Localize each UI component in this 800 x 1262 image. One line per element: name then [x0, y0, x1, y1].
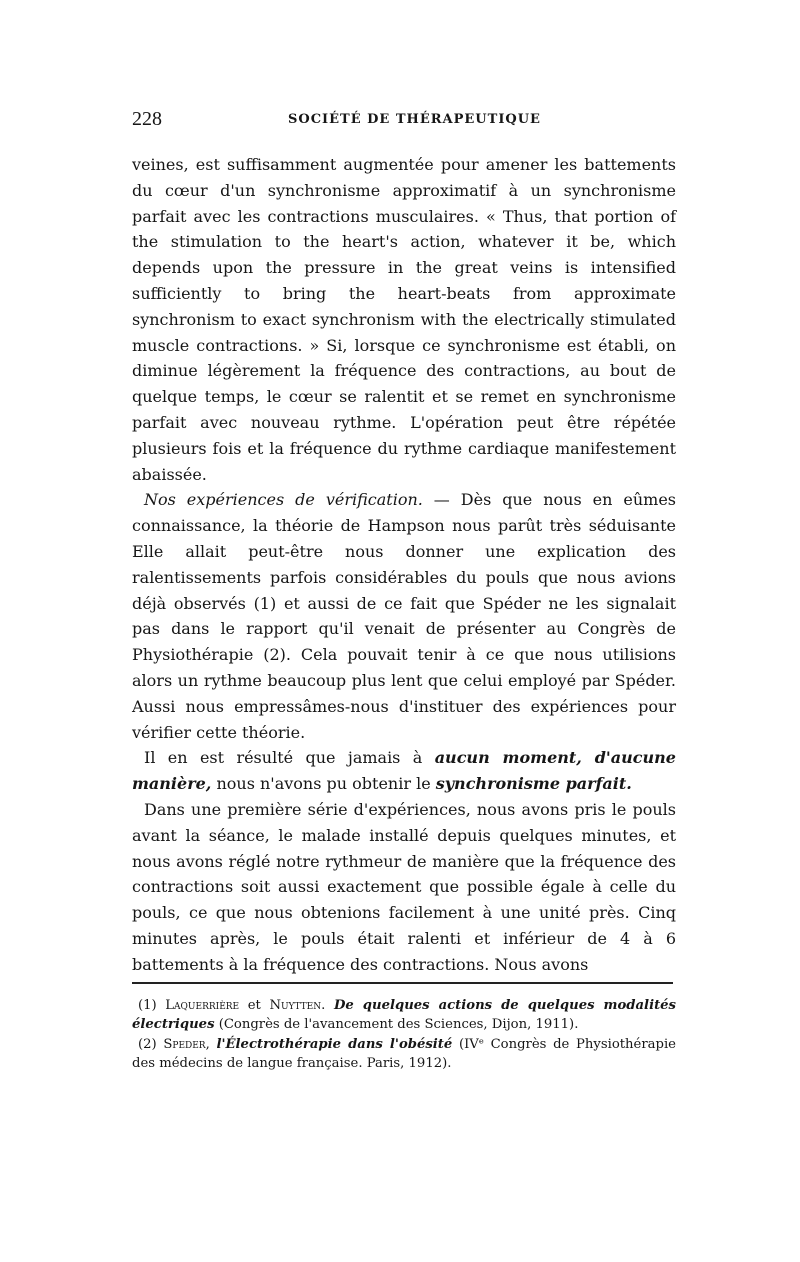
footnote-ref-2: (2): [263, 645, 286, 665]
paragraph-1: veines, est suffisamment augmentée pour amener les battements du cœur d'un synchronisme approximatif à un synchronisme parfait avec les contractions musculaires. « Thus, that portion of the stimulation to the heart's action, whatever it be, which depends upon the pressure in the great veins is intensified sufficiently to bring the heart-beats from approximate synchronism to exact synchronism with the electrically stimulated muscle contractions. » Si, lorsque ce synchronisme est établi, on diminue légèrement la fréquence des contractions, au bout de quelque temps, le cœur se ralentit et se remet en synchronisme parfait avec nouveau rythme. L'opération peut être répétée plusieurs fois et la fréquence du rythme cardiaque manifestement abaissée.: [132, 155, 676, 484]
paragraph-4: Dans une première série d'expériences, nous avons pris le pouls avant la séance, le malade installé depuis quelques minutes, et nous avons réglé notre rythmeur de manière que la fréquence des contractions soit aussi exactement que possible égale à celle du pouls, ce que nous obtenions facilement à une unité près. Cinq minutes après, le pouls était ralenti et inférieur de 4 à 6 battements à la fréquence des contractions. Nous avons: [132, 799, 676, 974]
footnote-2-rest: (IVᵉ Congrès de Physiothérapie des médecins de langue française. Paris, 1912).: [132, 1036, 676, 1072]
footnote-divider: [132, 982, 673, 984]
paragraph-2-text-a: — Dès que nous en eûmes connaissance, la théorie de Hampson nous parût très séduisante Elle allait peut-être nous donner une explication des ralentissements parfois considérables du pouls que nous avions déjà observés: [132, 490, 676, 613]
footnote-1-title: De quelques actions de quelques modalités électriques: [132, 997, 676, 1033]
footnote-1-connector: et: [239, 997, 270, 1013]
section-heading: Nos expériences de vérification.: [144, 490, 423, 510]
page-number: 228: [132, 108, 162, 130]
paragraph-3-emphasis-2: synchronisme parfait.: [435, 774, 632, 794]
footnote-1-marker: (1): [138, 997, 157, 1013]
paragraph-2-text-c: . Cela pouvait tenir à ce que nous utilisions alors un rythme beaucoup plus lent que celui employé par Spéder. Aussi nous empressâmes-nous d'instituer des expériences pour vérifier cette théorie.: [132, 645, 676, 742]
paragraph-3-text-b: nous n'avons pu obtenir le: [211, 774, 436, 794]
footnote-1: [132, 996, 676, 1035]
paragraph-2: [132, 487, 676, 745]
document-page: [132, 104, 676, 1074]
footnote-2-marker: (2): [138, 1036, 157, 1052]
footnote-ref-1: (1): [253, 593, 277, 613]
footnote-2-author: Speder,: [163, 1036, 210, 1052]
footnote-2: [132, 1035, 676, 1074]
footnote-2-title: l'Électrothérapie dans l'obésité: [216, 1036, 453, 1052]
paragraph-3-text-a: Il en est résulté que jamais à: [144, 748, 435, 768]
body-text: [132, 152, 676, 978]
footnote-1-rest: (Congrès de l'avancement des Sciences, Dijon, 1911).: [214, 1017, 579, 1033]
footnotes: [132, 996, 676, 1074]
footnote-1-author: Laquerrière: [165, 997, 240, 1013]
paragraph-2-text-b: et aussi de ce fait que Spéder ne les signalait pas dans le rapport qu'il venait de présenter au Congrès de Physiothérapie: [132, 593, 676, 665]
paragraph-3-emphasis-1: aucun moment, d'aucune manière,: [132, 748, 676, 794]
running-head: [132, 104, 676, 134]
footnote-1-author-2: Nuytten.: [269, 997, 326, 1013]
running-title: SOCIÉTÉ DE THÉRAPEUTIQUE: [288, 112, 541, 127]
paragraph-3: [132, 745, 676, 797]
